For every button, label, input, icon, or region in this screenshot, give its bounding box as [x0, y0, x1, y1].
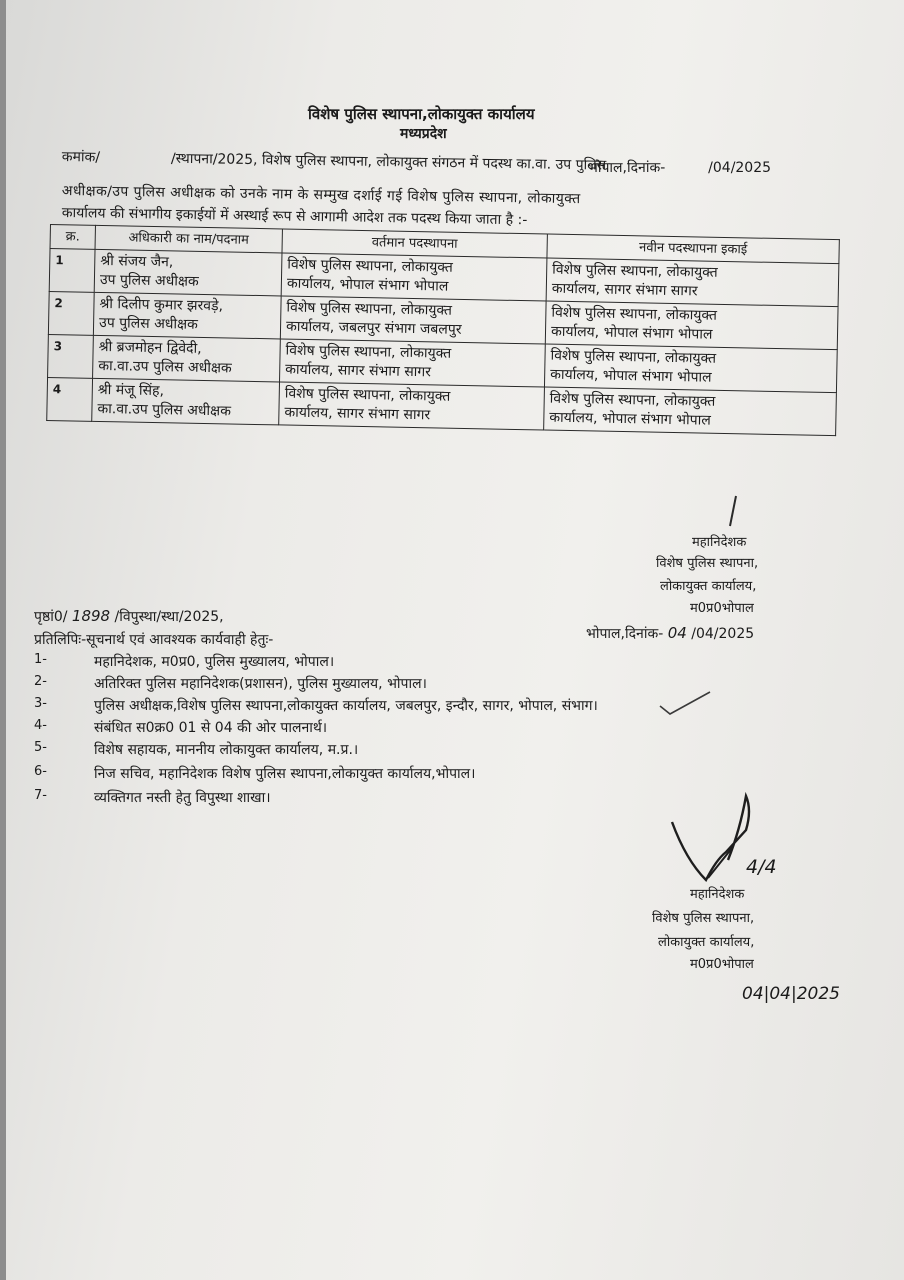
- officer-designation: उप पुलिस अधीक्षक: [98, 314, 199, 333]
- row-sn: 2: [48, 291, 94, 335]
- sig2-initials: 4/4: [746, 856, 777, 878]
- order-line-1: [62, 147, 607, 175]
- sig1-line4: म0प्र0भोपाल: [690, 601, 754, 616]
- list-item-number: 6-: [34, 764, 47, 779]
- endorsement-prefix: पृष्ठां0/: [34, 609, 68, 625]
- row-current-posting: [281, 253, 547, 301]
- officer-designation: उप पुलिस अधीक्षक: [99, 271, 199, 290]
- order-number-suffix: /स्थापना/2025, विशेष पुलिस स्थापना, लोकायुक्त संगठन में पदस्थ का.वा. उप पुलिस: [170, 150, 607, 174]
- list-item-text: पुलिस अधीक्षक,विशेष पुलिस स्थापना,लोकायुक्त कार्यालय, जबलपुर, इन्दौर, सागर, भोपाल, संभाग।: [94, 698, 598, 714]
- endorsement-number-handwritten: 1898: [71, 607, 111, 625]
- new-line-1: विशेष पुलिस स्थापना, लोकायुक्त: [549, 390, 716, 410]
- col-header-current: वर्तमान पदस्थापना: [282, 229, 547, 258]
- row-sn: 1: [49, 249, 95, 293]
- sig2-line3: लोकायुक्त कार्यालय,: [658, 935, 755, 950]
- current-line-2: कार्यालय, सागर संभाग सागर: [284, 404, 431, 424]
- endorsement-date: [586, 624, 754, 643]
- row-officer: [94, 249, 282, 296]
- list-item-text: अतिरिक्त पुलिस महानिदेशक(प्रशासन), पुलिस मुख्यालय, भोपाल।: [94, 676, 427, 692]
- document-page: [6, 0, 904, 1280]
- new-line-1: विशेष पुलिस स्थापना, लोकायुक्त: [551, 304, 718, 324]
- current-line-2: कार्यालय, भोपाल संभाग भोपाल: [286, 275, 449, 295]
- new-line-1: विशेष पुलिस स्थापना, लोकायुक्त: [552, 261, 718, 281]
- new-line-2: कार्यालय, भोपाल संभाग भोपाल: [549, 409, 711, 429]
- current-line-2: कार्यालय, सागर संभाग सागर: [285, 361, 432, 381]
- list-item-number: 5-: [34, 740, 47, 755]
- current-line-1: विशेष पुलिस स्थापना, लोकायुक्त: [287, 256, 453, 276]
- endorsement-date-label: भोपाल,दिनांक-: [586, 626, 664, 642]
- new-line-2: कार्यालय, भोपाल संभाग भोपाल: [550, 323, 713, 343]
- list-item-number: 1-: [34, 652, 47, 667]
- col-header-new: नवीन पदस्थापना इकाई: [547, 234, 839, 264]
- list-item-number: 7-: [34, 788, 47, 803]
- row-officer: [93, 292, 281, 339]
- endorsement-number: [34, 607, 224, 626]
- sig1-title: महानिदेशक: [692, 535, 747, 550]
- list-item-number: 3-: [34, 696, 47, 711]
- row-current-posting: [280, 296, 546, 344]
- list-item-number: 2-: [34, 674, 47, 689]
- tick-mark: [656, 688, 716, 718]
- order-line-2: अधीक्षक/उप पुलिस अधीक्षक को उनके नाम के सम्मुख दर्शाई गई विशेष पुलिस स्थापना, लोकायुक्त: [61, 182, 581, 208]
- row-sn: 4: [47, 377, 93, 421]
- row-officer: [93, 335, 281, 382]
- copy-to-line: प्रतिलिपिः-सूचनार्थ एवं आवश्यक कार्यवाही हेतुः-: [34, 632, 274, 648]
- office-title: विशेष पुलिस स्थापना,लोकायुक्त कार्यालय: [308, 105, 535, 123]
- row-sn: 3: [48, 334, 94, 378]
- state-name: मध्यप्रदेश: [400, 126, 447, 142]
- list-item-text: संबंधित स0क्र0 01 से 04 की ओर पालनार्थ।: [94, 720, 328, 736]
- signature-2: [666, 790, 806, 890]
- order-number-label: कमांक/: [61, 148, 101, 166]
- col-header-name: अधिकारी का नाम/पदनाम: [95, 225, 282, 253]
- list-item-text: व्यक्तिगत नस्ती हेतु विपुस्था शाखा।: [94, 790, 271, 806]
- new-line-2: कार्यालय, सागर संभाग सागर: [551, 280, 698, 300]
- sig1-line3: लोकायुक्त कार्यालय,: [660, 579, 757, 594]
- sig2-line2: विशेष पुलिस स्थापना,: [652, 911, 755, 926]
- row-current-posting: [279, 382, 545, 430]
- signature-stroke-1: [724, 494, 744, 528]
- sig2-line4: म0प्र0भोपाल: [690, 957, 754, 972]
- order-date-label: भोपाल,दिनांक-: [588, 160, 666, 176]
- officer-name: श्री संजय जैन,: [100, 252, 174, 271]
- new-line-2: कार्यालय, भोपाल संभाग भोपाल: [550, 366, 712, 386]
- current-line-1: विशेष पुलिस स्थापना, लोकायुक्त: [285, 342, 452, 362]
- current-line-1: विशेष पुलिस स्थापना, लोकायुक्त: [284, 385, 451, 405]
- list-item-text: विशेष सहायक, माननीय लोकायुक्त कार्यालय, म.प्र.।: [94, 742, 359, 758]
- list-item-text: निज सचिव, महानिदेशक विशेष पुलिस स्थापना,लोकायुक्त कार्यालय,भोपाल।: [94, 766, 476, 782]
- posting-table: [46, 224, 840, 436]
- officer-name: श्री ब्रजमोहन द्विवेदी,: [98, 338, 202, 357]
- current-line-1: विशेष पुलिस स्थापना, लोकायुक्त: [286, 299, 453, 319]
- row-new-posting: [544, 344, 837, 393]
- officer-designation: का.वा.उप पुलिस अधीक्षक: [98, 357, 232, 377]
- officer-name: श्री दिलीप कुमार झरवड़े,: [99, 295, 224, 315]
- order-date: [588, 158, 771, 177]
- current-line-2: कार्यालय, जबलपुर संभाग जबलपुर: [285, 318, 462, 338]
- sig2-handwritten-date: 04|04|2025: [742, 984, 840, 1004]
- sig1-line2: विशेष पुलिस स्थापना,: [656, 556, 759, 571]
- order-date-value: /04/2025: [708, 160, 772, 176]
- officer-name: श्री मंजू सिंह,: [97, 381, 165, 400]
- row-current-posting: [280, 339, 546, 387]
- endorsement-suffix: /विपुस्था/स्था/2025,: [114, 609, 224, 625]
- endorsement-date-handwritten: 04: [667, 624, 687, 642]
- row-new-posting: [544, 387, 837, 436]
- row-new-posting: [545, 301, 838, 350]
- row-new-posting: [546, 258, 839, 307]
- list-item-text: महानिदेशक, म0प्र0, पुलिस मुख्यालय, भोपाल।: [94, 654, 335, 670]
- order-line-3: कार्यालय की संभागीय इकाईयों में अस्थाई रूप से आगामी आदेश तक पदस्थ किया जाता है :-: [61, 204, 528, 229]
- sig2-title: महानिदेशक: [690, 887, 745, 902]
- list-item-number: 4-: [34, 718, 47, 733]
- col-header-sn: क्र.: [50, 225, 95, 250]
- new-line-1: विशेष पुलिस स्थापना, लोकायुक्त: [550, 347, 717, 367]
- endorsement-date-suffix: /04/2025: [691, 626, 755, 642]
- officer-designation: का.वा.उप पुलिस अधीक्षक: [97, 400, 232, 420]
- row-officer: [92, 378, 280, 425]
